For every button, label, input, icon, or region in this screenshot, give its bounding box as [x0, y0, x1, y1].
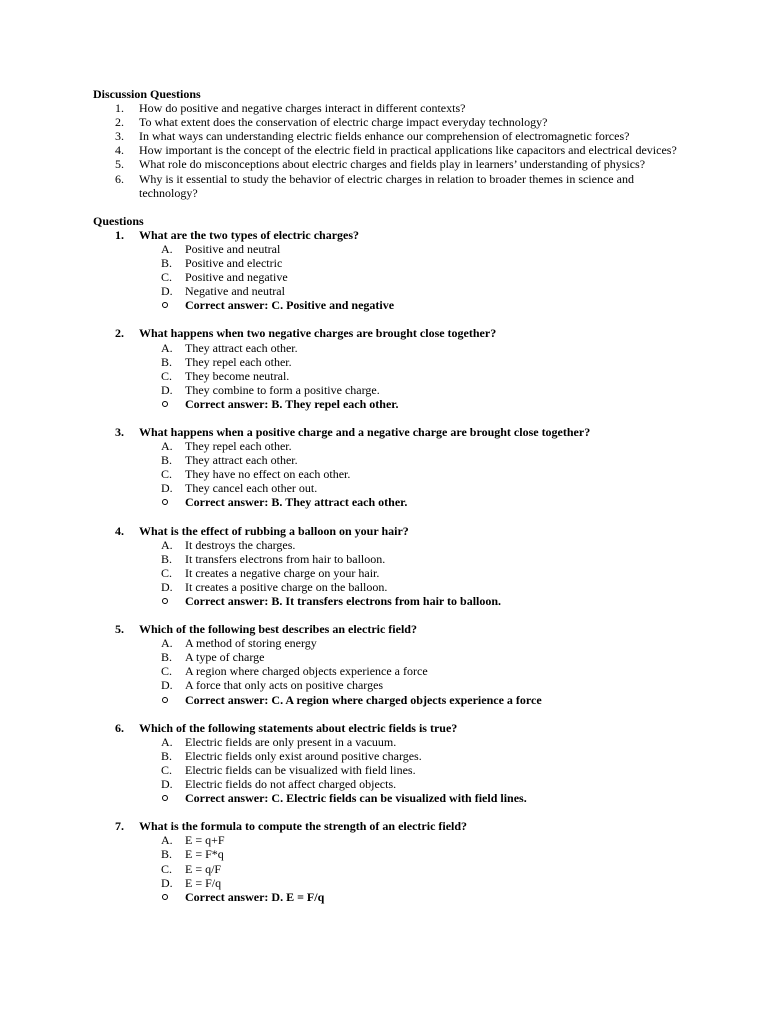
option-text: It transfers electrons from hair to balloon. — [185, 551, 386, 566]
option-text: They attract each other. — [185, 340, 298, 355]
option-item — [93, 242, 683, 256]
circle-bullet-icon — [162, 795, 168, 801]
option-item — [93, 833, 683, 847]
option-text: They become neutral. — [185, 368, 290, 383]
item-text: In what ways can understanding electric fields enhance our comprehension of electromagnetic forces? — [139, 129, 630, 144]
option-text: It creates a positive charge on the balloon. — [185, 579, 388, 594]
option-text: A method of storing energy — [185, 636, 317, 651]
question-number: 6. — [115, 720, 124, 735]
discussion-item — [93, 129, 683, 143]
option-item — [93, 369, 683, 383]
option-item — [93, 876, 683, 890]
option-item — [93, 538, 683, 552]
option-letter: A. — [161, 833, 173, 848]
correct-answer — [93, 298, 683, 312]
circle-bullet-icon — [162, 499, 168, 505]
option-list — [93, 242, 683, 298]
option-item — [93, 552, 683, 566]
question-number: 3. — [115, 424, 124, 439]
option-letter: B. — [161, 748, 173, 763]
option-text: They have no effect on each other. — [185, 467, 351, 482]
option-text: Electric fields only exist around positive charges. — [185, 748, 422, 763]
option-letter: A. — [161, 340, 173, 355]
discussion-item — [93, 115, 683, 129]
option-text: They repel each other. — [185, 354, 292, 369]
option-text: E = q+F — [185, 833, 225, 848]
option-letter: A. — [161, 439, 173, 454]
question-block — [93, 524, 683, 609]
circle-bullet-icon — [162, 894, 168, 900]
option-item — [93, 439, 683, 453]
option-letter: C. — [161, 270, 173, 285]
option-list — [93, 538, 683, 594]
answer-text: Correct answer: B. They repel each other. — [185, 396, 399, 411]
question-stem: What happens when two negative charges are brought close together? — [139, 326, 497, 341]
item-number: 2. — [115, 115, 124, 130]
option-item — [93, 650, 683, 664]
discussion-item — [93, 101, 683, 115]
question-block — [93, 228, 683, 313]
option-item — [93, 749, 683, 763]
question-stem: Which of the following best describes an electric field? — [139, 622, 417, 637]
option-list — [93, 636, 683, 692]
option-text: Electric fields do not affect charged objects. — [185, 777, 397, 792]
answer-text: Correct answer: B. They attract each other. — [185, 495, 408, 510]
option-text: Positive and negative — [185, 270, 288, 285]
question-block — [93, 819, 683, 904]
section-spacer — [93, 200, 683, 214]
option-letter: D. — [161, 875, 173, 890]
option-item — [93, 847, 683, 861]
option-item — [93, 256, 683, 270]
question-number: 2. — [115, 326, 124, 341]
option-text: A region where charged objects experience a force — [185, 664, 428, 679]
option-letter: B. — [161, 847, 173, 862]
item-text: How important is the concept of the electric field in practical applications like capacitors and electrical devices? — [139, 143, 677, 158]
option-item — [93, 777, 683, 791]
option-list — [93, 341, 683, 397]
option-letter: A. — [161, 734, 173, 749]
option-item — [93, 580, 683, 594]
option-list — [93, 833, 683, 889]
option-item — [93, 566, 683, 580]
option-item — [93, 763, 683, 777]
document-page — [93, 87, 683, 918]
option-letter: D. — [161, 579, 173, 594]
option-letter: B. — [161, 256, 173, 271]
option-text: E = F*q — [185, 847, 224, 862]
option-letter: C. — [161, 467, 173, 482]
option-item — [93, 284, 683, 298]
option-letter: C. — [161, 368, 173, 383]
correct-answer — [93, 495, 683, 509]
correct-answer — [93, 890, 683, 904]
item-number: 4. — [115, 143, 124, 158]
discussion-list — [93, 101, 683, 200]
option-text: They attract each other. — [185, 453, 298, 468]
option-letter: B. — [161, 551, 173, 566]
option-text: Electric fields can be visualized with field lines. — [185, 762, 416, 777]
option-list — [93, 735, 683, 791]
option-item — [93, 341, 683, 355]
option-text: Negative and neutral — [185, 284, 285, 299]
option-text: Electric fields are only present in a vacuum. — [185, 734, 397, 749]
item-text: How do positive and negative charges interact in different contexts? — [139, 101, 466, 116]
question-block — [93, 622, 683, 707]
option-item — [93, 467, 683, 481]
correct-answer — [93, 791, 683, 805]
discussion-heading: Discussion Questions — [93, 87, 201, 101]
question-block — [93, 721, 683, 806]
circle-bullet-icon — [162, 401, 168, 407]
option-item — [93, 664, 683, 678]
discussion-item — [93, 157, 683, 171]
answer-text: Correct answer: C. A region where charged objects experience a force — [185, 692, 542, 707]
option-letter: B. — [161, 453, 173, 468]
option-text: A type of charge — [185, 650, 265, 665]
option-letter: C. — [161, 664, 173, 679]
discussion-item — [93, 143, 683, 157]
option-item — [93, 270, 683, 284]
correct-answer — [93, 397, 683, 411]
option-letter: C. — [161, 565, 173, 580]
question-number: 7. — [115, 819, 124, 834]
option-letter: A. — [161, 636, 173, 651]
question-number: 5. — [115, 622, 124, 637]
option-text: Positive and electric — [185, 256, 283, 271]
answer-text: Correct answer: D. E = F/q — [185, 889, 325, 904]
item-number: 5. — [115, 157, 124, 172]
option-item — [93, 636, 683, 650]
question-text — [93, 622, 683, 636]
correct-answer — [93, 693, 683, 707]
option-letter: D. — [161, 382, 173, 397]
correct-answer — [93, 594, 683, 608]
option-letter: B. — [161, 354, 173, 369]
question-text — [93, 425, 683, 439]
option-letter: A. — [161, 241, 173, 256]
option-item — [93, 735, 683, 749]
answer-text: Correct answer: C. Positive and negative — [185, 298, 395, 313]
question-stem: Which of the following statements about electric fields is true? — [139, 720, 458, 735]
option-letter: D. — [161, 777, 173, 792]
option-item — [93, 862, 683, 876]
answer-text: Correct answer: C. Electric fields can be visualized with field lines. — [185, 791, 527, 806]
question-stem: What happens when a positive charge and a negative charge are brought close together? — [139, 424, 591, 439]
item-number: 6. — [115, 171, 124, 186]
item-number: 1. — [115, 101, 124, 116]
item-text: What role do misconceptions about electric charges and fields play in learners’ understanding of physics? — [139, 157, 646, 172]
option-text: It creates a negative charge on your hair. — [185, 565, 380, 580]
circle-bullet-icon — [162, 302, 168, 308]
circle-bullet-icon — [162, 598, 168, 604]
option-item — [93, 481, 683, 495]
option-text: A force that only acts on positive charges — [185, 678, 384, 693]
question-stem: What are the two types of electric charges? — [139, 227, 360, 242]
option-item — [93, 678, 683, 692]
option-item — [93, 355, 683, 369]
question-text — [93, 819, 683, 833]
option-item — [93, 383, 683, 397]
option-letter: D. — [161, 481, 173, 496]
option-letter: B. — [161, 650, 173, 665]
question-text — [93, 326, 683, 340]
option-text: They cancel each other out. — [185, 481, 318, 496]
question-stem: What is the formula to compute the strength of an electric field? — [139, 819, 468, 834]
option-letter: C. — [161, 762, 173, 777]
question-number: 4. — [115, 523, 124, 538]
question-block — [93, 326, 683, 411]
option-letter: D. — [161, 284, 173, 299]
option-letter: D. — [161, 678, 173, 693]
option-text: E = F/q — [185, 875, 222, 890]
question-text — [93, 524, 683, 538]
option-text: They repel each other. — [185, 439, 292, 454]
option-letter: A. — [161, 537, 173, 552]
option-text: It destroys the charges. — [185, 537, 296, 552]
item-text: To what extent does the conservation of electric charge impact everyday technology? — [139, 115, 548, 130]
item-text: Why is it essential to study the behavior of electric charges in relation to broader themes in science and technology? — [139, 171, 634, 200]
option-text: Positive and neutral — [185, 241, 281, 256]
option-list — [93, 439, 683, 495]
question-number: 1. — [115, 227, 124, 242]
questions-heading: Questions — [93, 213, 144, 228]
answer-text: Correct answer: B. It transfers electrons from hair to balloon. — [185, 594, 502, 608]
discussion-item — [93, 172, 683, 200]
question-text — [93, 228, 683, 242]
question-stem: What is the effect of rubbing a balloon on your hair? — [139, 523, 409, 538]
option-text: E = q/F — [185, 861, 222, 876]
option-letter: C. — [161, 861, 173, 876]
circle-bullet-icon — [162, 697, 168, 703]
question-text — [93, 721, 683, 735]
option-text: They combine to form a positive charge. — [185, 382, 380, 397]
question-block — [93, 425, 683, 510]
option-item — [93, 453, 683, 467]
item-number: 3. — [115, 129, 124, 144]
